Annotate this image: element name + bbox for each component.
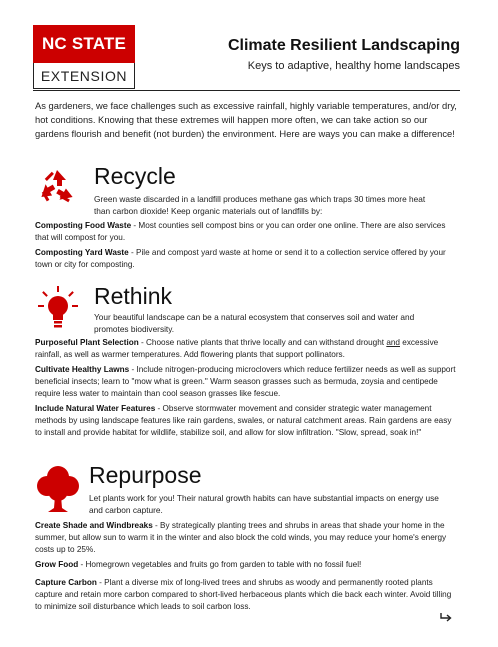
list-item (35, 364, 460, 400)
section-lead-repurpose: Let plants work for you! Their natural growth habits can have substantial impacts on energy use and carbon capture. (89, 493, 439, 515)
list-item (35, 403, 460, 439)
header-divider (33, 90, 460, 91)
item-label: Composting Yard Waste (35, 248, 129, 257)
list-item (35, 559, 460, 571)
section-lead-rethink: Your beautiful landscape can be a natural ecosystem that conserves soil and water and promotes biodiversity. (94, 312, 415, 334)
item-text-underlined: and (386, 338, 400, 347)
item-text: - Homegrown vegetables and fruits go from garden to table with no fossil fuel! (78, 560, 362, 569)
next-page-arrow-icon[interactable] (440, 610, 454, 624)
item-label: Grow Food (35, 560, 79, 569)
section-lead-recycle: Green waste discarded in a landfill produces methane gas which traps 30 times more heat than carbon dioxide! Keep organic materials out of landfills by: (94, 194, 426, 216)
item-text: - Plant a diverse mix of long-lived trees and shrubs as woody and permanently rooted plants capture and retain more carbon compared to short-lived herbaceous plants which die back each winter. Avoid tilling to minimize soil disturbance which leads to soil carbon loss. (35, 578, 452, 611)
item-text: - Pile and compost yard waste at home or send it to a collection service offered by your town or city for composting. (35, 248, 446, 269)
item-label: Cultivate Healthy Lawns (35, 365, 130, 374)
item-label: Purposeful Plant Selection (35, 338, 139, 347)
intro-paragraph: As gardeners, we face challenges such as excessive rainfall, highly variable temperatures, and/or dry, hot conditions. Knowing that these extremes will happen more often, we can take action so our gardens flourish and benefit (not burden) the environment. Here are ways you can make a difference! (35, 100, 457, 139)
item-label: Composting Food Waste (35, 221, 132, 230)
item-text: - Include nitrogen-producing microclovers which reduce fertilizer needs as well as support beneficial insects; learn to "mow what is green." Warm season grasses such as bermuda, zoysia and centipede require less water to maintain than cool season grasses like fescue. (35, 365, 456, 398)
item-text: - Most counties sell compost bins or you can order one online. There are also services that will compost for you. (35, 221, 446, 242)
list-item (35, 520, 460, 556)
item-label: Capture Carbon (35, 578, 97, 587)
logo-extension: EXTENSION (33, 63, 135, 89)
section-heading-repurpose: Repurpose (89, 462, 202, 488)
section-heading-recycle: Recycle (94, 163, 176, 189)
logo-nc-state: NC STATE (33, 25, 135, 63)
item-text: excessive rainfall, as well as warmer temperatures. Add flowering plants that support pollinators. (35, 338, 439, 359)
item-text: - Choose native plants that thrive locally and can withstand drought (138, 338, 387, 347)
tree-icon (36, 464, 80, 514)
page-subtitle: Keys to adaptive, healthy home landscapes (247, 60, 460, 72)
recycle-icon (36, 167, 78, 209)
page-title: Climate Resilient Landscaping (227, 37, 460, 54)
item-text: - By strategically planting trees and shrubs in areas that shade your home in the summer, but allow sun to warm it in the winter and also block the cold winds, you may reduce your home's energy costs up to 25%. (35, 521, 447, 554)
item-text: - Observe stormwater movement and consider strategic water management methods by using landscape features like rain gardens, swales, or natural catchment areas. Rain gardens are easy to install and provide habitat for wildlife, stabilize soil, and allow for slow infiltration. "Slow, spread, soak in!" (35, 404, 452, 437)
item-label: Include Natural Water Features (35, 404, 156, 413)
list-item (35, 577, 460, 613)
item-label: Create Shade and Windbreaks (35, 521, 153, 530)
list-item (35, 247, 460, 271)
lightbulb-icon (36, 285, 80, 331)
list-item (35, 337, 460, 361)
list-item (35, 220, 460, 244)
section-heading-rethink: Rethink (94, 283, 172, 309)
